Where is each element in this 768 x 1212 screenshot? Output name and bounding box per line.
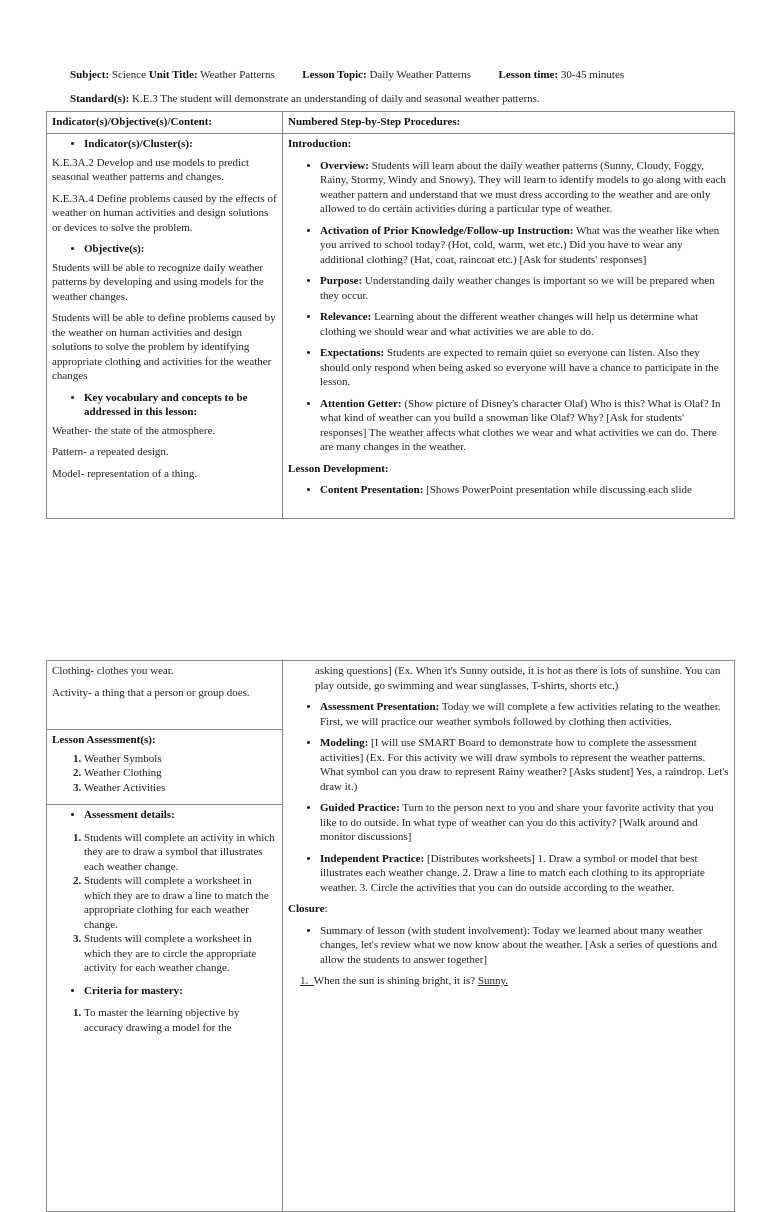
- indicator-item: K.E.3A.4 Define problems caused by the effects of weather on human activities and design solutions or devices to solve the problem.: [52, 192, 277, 234]
- lesson-time-label: Lesson time:: [498, 69, 559, 81]
- item-text: [Distributes worksheets] 1. Draw a symbol or model that best illustrates each weather change. 2. Draw a line to match each clothing to its appropriate weather. 3. Circle the activities that you can do outside according to the weather.: [320, 852, 705, 894]
- vocab-item: Activity- a thing that a person or group does.: [52, 686, 250, 699]
- objectives-heading: Objective(s):: [84, 243, 145, 255]
- col-header-text: Numbered Step-by-Step Procedures:: [288, 116, 461, 128]
- item-text: Today we will complete a few activities relating to the weather. First, we will practice our weather symbols followed by clothing then activities.: [320, 701, 721, 728]
- lesson-topic-label: Lesson Topic:: [302, 69, 367, 81]
- assessment-details-cell: [47, 805, 283, 1212]
- item-label: Modeling:: [320, 737, 369, 749]
- objective-item: Students will be able to define problems caused by the weather on human activities and design solutions to solve the problem by identifying appropriate clothing and activities for the weather changes: [52, 312, 276, 382]
- development-item: [320, 801, 729, 845]
- item-text: What was the weather like when you arrived to school today? (Hot, cold, warm, wet etc.) Did you have to wear any additional clothing? (Hat, coat, raincoat etc.) [Ask for students' responses]: [320, 224, 720, 266]
- assessment-item: 2. Weather Clothing: [84, 766, 277, 781]
- vocab-item: Model- representation of a thing.: [52, 467, 198, 480]
- unit-title-value: Weather Patterns: [200, 69, 275, 81]
- content-presentation-continued: asking questions] (Ex. When it's Sunny outside, it is hot as there is lots of sunshine. You can play outside, go swimming and wear sunglasses, T-shirts, shorts etc.): [315, 665, 721, 692]
- item-label: Activation of Prior Knowledge/Follow-up Instruction:: [320, 224, 574, 237]
- closure-heading: Closure: [288, 903, 325, 915]
- item-text: Turn to the person next to you and share your favorite activity that you like to do outside. In what type of weather can you do this activity? [Walk around and monitor discussions]: [320, 802, 714, 843]
- development-item: [320, 736, 729, 794]
- vocab-continued-cell: [47, 661, 283, 730]
- lesson-development-heading: Lesson Development:: [288, 462, 389, 475]
- vocab-item: Clothing- clothes you wear.: [52, 665, 174, 677]
- procedures-continued-cell: asking questions] (Ex. When it's Sunny outside, it is hot as there is lots of sunshine. You can play outside, go swimming and wear sunglasses, T-shirts, shorts etc.) • Assessment Presentation: Today we will complete a few activities relating to the weather. First, we will practice our weather symbols followed by clothing then activities. • Modeling: [I will use SMART Board to demonstrate how to complete the assessment activities] (Ex. For this activity we will draw symbols to represent the weather patterns. What symbol can you draw to represent Rainy weather? [Asks student] Yes, a raindrop. Let's draw it.) • Guided Practice: Turn to the person next to you and share your favorite activity that you like to do outside. In what type of weather can you do this activity? [Walk around and monitor discussions] • Independent Practice: [Distributes worksheets] 1. Draw a symbol or model that best illustrates each weather change. 2. Draw a line to match each clothing to its appropriate weather. 3. Circle the activities that you can do outside according to the weather. Closure: • Summary of lesson (with student involvement): Today we learned about many weather changes, let's review what we now know about the weather. [Ask a series of questions and allow the students to answer together] 1. When the sun is shining bright, it is? Sunny.: [283, 661, 735, 1212]
- question-number: 1.: [300, 975, 309, 987]
- col-header-text: Indicator(s)/Objective(s)/Content:: [52, 116, 213, 128]
- item-text: Understanding daily weather changes is important so we will be prepared when they occur.: [320, 275, 715, 302]
- intro-item: [320, 310, 729, 339]
- item-text: (Show picture of Disney's character Olaf) Who is this? What is Olaf? In what kind of weather can you build a snowman like Olaf? Why? [Ask for students' responses] The weather affects what clothes we wear and what activities we can do. There are many changes in the weather.: [320, 397, 721, 453]
- question-answer: Sunny.: [477, 975, 508, 987]
- item-text: Students are expected to remain quiet so everyone can listen. Also they should only respond when being asked so everyone will have a chance to participate in the lesson.: [320, 347, 719, 388]
- item-text: Students will learn about the daily weather patterns (Sunny, Cloudy, Foggy, Rainy, Stormy, Windy and Snowy). They will learn to identify models to go along with each weather pattern and understand that we must dress according to the weather and are only allowed to do certain activities during a particular type of weather.: [320, 159, 726, 215]
- assessment-item: 3. Weather Activities: [84, 781, 277, 796]
- intro-item: [320, 224, 729, 268]
- closure-question: [288, 974, 729, 989]
- indicators-cell: [47, 134, 283, 519]
- assessment-cell: [47, 730, 283, 805]
- col-header-indicators: [47, 112, 283, 134]
- col-header-procedures: [283, 112, 735, 134]
- indicators-heading: Indicator(s)/Cluster(s):: [84, 138, 193, 150]
- question-text: When the sun is shining bright, it is?: [313, 975, 476, 987]
- subject-value: Science: [111, 69, 147, 81]
- mastery-heading: Criteria for mastery:: [84, 984, 183, 997]
- standard-value: K.E.3 The student will demonstrate an understanding of daily and seasonal weather patterns.: [132, 93, 540, 105]
- assessment-item: 1. Weather Symbols: [84, 752, 277, 767]
- procedures-cell: [283, 134, 735, 519]
- item-label: Content Presentation:: [320, 484, 424, 496]
- item-label: Assessment Presentation:: [320, 701, 440, 713]
- vocab-item: Pattern- a repeated design.: [52, 446, 169, 458]
- item-text: [Shows PowerPoint presentation while discussing each slide: [423, 484, 692, 496]
- assessment-heading: Lesson Assessment(s):: [52, 734, 156, 746]
- lesson-table-page1: [46, 111, 735, 519]
- standard-line: [70, 93, 540, 105]
- indicator-item: K.E.3A.2 Develop and use models to predict seasonal weather patterns and changes.: [52, 156, 250, 183]
- assessment-details-heading: Assessment details:: [84, 809, 175, 821]
- item-label: Relevance:: [320, 311, 372, 323]
- item-label: Guided Practice:: [320, 802, 400, 814]
- item-label: Purpose:: [320, 275, 363, 287]
- objective-item: Students will be able to recognize daily weather patterns by developing and using models for the weather changes.: [52, 261, 264, 303]
- intro-item: [320, 397, 729, 455]
- assessment-detail-item: 2. Students will complete a worksheet in which they are to draw a line to match the appropriate clothing for each weather change.: [84, 874, 277, 932]
- introduction-heading: Introduction:: [288, 138, 352, 150]
- unit-title-label: Unit Title:: [148, 69, 198, 81]
- intro-item: [320, 274, 729, 303]
- lesson-topic-value: Daily Weather Patterns: [369, 69, 472, 81]
- mastery-item: 1. To master the learning objective by accuracy drawing a model for the: [84, 1006, 277, 1035]
- closure-summary: • Summary of lesson (with student involvement): Today we learned about many weather changes, let's review what we now know about the weather. [Ask a series of questions and allow the students to answer together]: [320, 924, 729, 968]
- subject-label: Subject:: [70, 69, 110, 81]
- intro-item: [320, 159, 729, 217]
- intro-item: [320, 346, 729, 390]
- standard-label: Standard(s):: [70, 93, 130, 105]
- item-label: Independent Practice:: [320, 852, 425, 865]
- item-text: [I will use SMART Board to demonstrate how to complete the assessment activities] (Ex. For this activity we will draw symbols to represent the weather patterns. What symbol can you draw to represent Rainy weather? [Asks student] Yes, a raindrop. Let's draw it.): [320, 737, 729, 793]
- item-text: Learning about the different weather changes will help us determine what clothing we should wear and what activities we are able to do.: [320, 311, 699, 338]
- assessment-detail-item: 3. Students will complete a worksheet in which they are to circle the appropriate activity for each weather change.: [84, 932, 277, 976]
- lesson-table-page2: [46, 660, 735, 1212]
- vocab-heading: Key vocabulary and concepts to be addressed in this lesson:: [84, 391, 248, 418]
- vocab-item: Weather- the state of the atmosphere.: [52, 424, 216, 437]
- assessment-detail-item: 1. Students will complete an activity in which they are to draw a symbol that illustrates each weather change.: [84, 831, 277, 875]
- item-label: Overview:: [320, 159, 369, 172]
- item-label: Expectations:: [320, 347, 385, 359]
- content-presentation-item: [320, 483, 729, 498]
- lesson-time-value: 30-45 minutes: [560, 69, 625, 81]
- development-item: [320, 852, 729, 896]
- item-label: Attention Getter:: [320, 397, 402, 410]
- development-item: [320, 700, 729, 729]
- lesson-header-line: [70, 69, 624, 81]
